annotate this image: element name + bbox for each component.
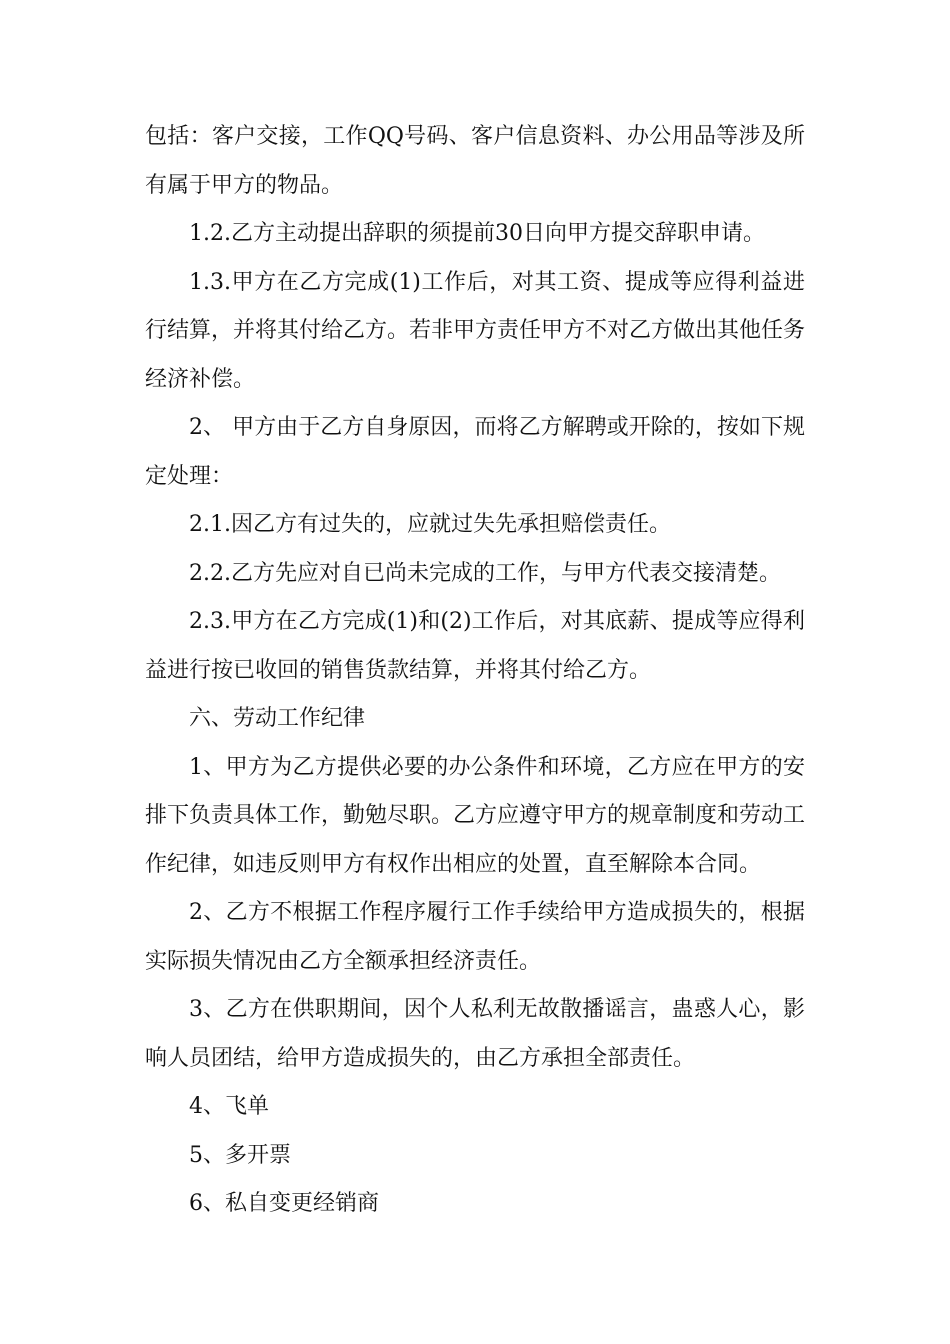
- paragraph: 包括：客户交接，工作QQ号码、客户信息资料、办公用品等涉及所有属于甲方的物品。: [145, 124, 805, 198]
- paragraph: 3、乙方在供职期间，因个人私利无故散播谣言，蛊惑人心，影响人员团结，给甲方造成损失的，由乙方承担全部责任。: [145, 997, 805, 1071]
- section-heading: 六、劳动工作纪律: [189, 706, 366, 731]
- paragraph: 2.2.乙方先应对自已尚未完成的工作，与甲方代表交接清楚。: [189, 560, 781, 586]
- list-item: 5、多开票: [189, 1142, 291, 1168]
- paragraph: 1.3.甲方在乙方完成(1)工作后，对其工资、提成等应得利益进行结算，并将其付给乙方。若非甲方责任甲方不对乙方做出其他任务经济补偿。: [145, 269, 806, 392]
- paragraph: 2.3.甲方在乙方完成(1)和(2)工作后，对其底薪、提成等应得利益进行按已收回的销售货款结算，并将其付给乙方。: [145, 609, 805, 683]
- list-item: 6、私自变更经销商: [189, 1191, 379, 1216]
- paragraph: 2、乙方不根据工作程序履行工作手续给甲方造成损失的，根据实际损失情况由乙方全额承担经济责任。: [145, 900, 805, 974]
- paragraph: 2、 甲方由于乙方自身原因，而将乙方解聘或开除的，按如下规定处理：: [145, 415, 805, 489]
- paragraph: 2.1.因乙方有过失的，应就过失先承担赔偿责任。: [189, 512, 671, 537]
- paragraph: 1.2.乙方主动提出辞职的须提前30日向甲方提交辞职申请。: [189, 221, 765, 246]
- document-body: [145, 113, 805, 1229]
- list-item: 4、飞单: [189, 1094, 269, 1119]
- paragraph: 1、甲方为乙方提供必要的办公条件和环境，乙方应在甲方的安排下负责具体工作，勤勉尽职。乙方应遵守甲方的规章制度和劳动工作纪律，如违反则甲方有权作出相应的处置，直至解除本合同。: [145, 754, 806, 877]
